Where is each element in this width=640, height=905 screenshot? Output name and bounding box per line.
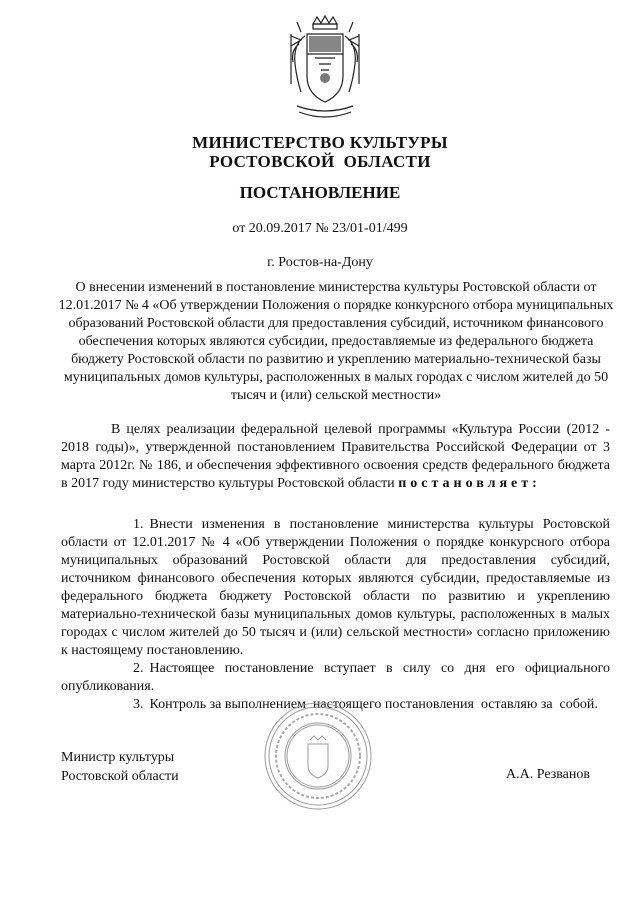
document-date-number: от 20.09.2017 № 23/01-01/499 xyxy=(232,221,408,236)
preamble-text: В целях реализации федеральной целевой программы «Культура России (2012 - 2018 годы)», утвержденной постановлением Правительства Российской Федерации от 3 марта 2012г. № 186, и обеспечения эффективного освоения средств федерального бюджета в 2017 году министерство культуры Ростовской области xyxy=(61,422,610,491)
resolution-items xyxy=(61,516,610,714)
coat-of-arms-icon xyxy=(285,14,365,126)
item-text: Внести изменения в постановление министерства культуры Ростовской области от 12.01.2017 № 4 «Об утверждении Положения о порядке конкурсного отбора муниципальных образований Ростовской области для предоставления субсидий, источником финансового обеспечения которых являются субсидии, предоставляемые из федерального бюджета бюджету Ростовской области по развитию и укреплению материально-технической базы муниципальных домов культуры, расположенных в малых городах с числом жителей до 50 тысяч и (или) сельской местности» согласно приложению к настоящему постановлению. xyxy=(61,517,610,658)
item-number: 2. xyxy=(133,661,144,676)
ministry-title-line2: РОСТОВСКОЙ ОБЛАСТИ xyxy=(209,152,431,171)
signatory-position-line2: Ростовской области xyxy=(61,769,179,784)
decree-word: постановляет: xyxy=(398,476,541,491)
item-number: 3. xyxy=(133,697,144,712)
document-subject: О внесении изменений в постановление министерства культуры Ростовской области от 12.01.2017 № 4 «Об утверждении Положения о порядке конкурсного отбора муниципальных образований Ростовской области для предоставления субсидий, источником финансового обеспечения которых являются субсидии, предоставляемые из федерального бюджета бюджету Ростовской области по развитию и укреплению материально-технической базы муниципальных домов культуры, расположенных в малых городах с числом жителей до 50 тысяч и (или) сельской местности» xyxy=(58,280,614,403)
signatory-name: А.А. Резванов xyxy=(506,767,590,782)
official-seal-stamp-icon xyxy=(262,700,374,812)
signatory-position xyxy=(61,748,179,786)
resolution-item xyxy=(61,660,610,696)
item-number: 1. xyxy=(133,517,144,532)
ministry-title xyxy=(0,133,640,171)
signatory-position-line1: Министр культуры xyxy=(61,750,175,765)
document-place: г. Ростов-на-Дону xyxy=(267,255,373,270)
document-type: ПОСТАНОВЛЕНИЕ xyxy=(239,183,401,202)
ministry-title-line1: МИНИСТЕРСТВО КУЛЬТУРЫ xyxy=(192,133,448,152)
preamble-paragraph xyxy=(61,421,610,493)
resolution-item xyxy=(61,516,610,660)
item-text: Контроль за выполнением настоящего постановления оставляю за собой. xyxy=(149,697,598,712)
item-text: Настоящее постановление вступает в силу со дня его официального опубликования. xyxy=(61,661,610,694)
